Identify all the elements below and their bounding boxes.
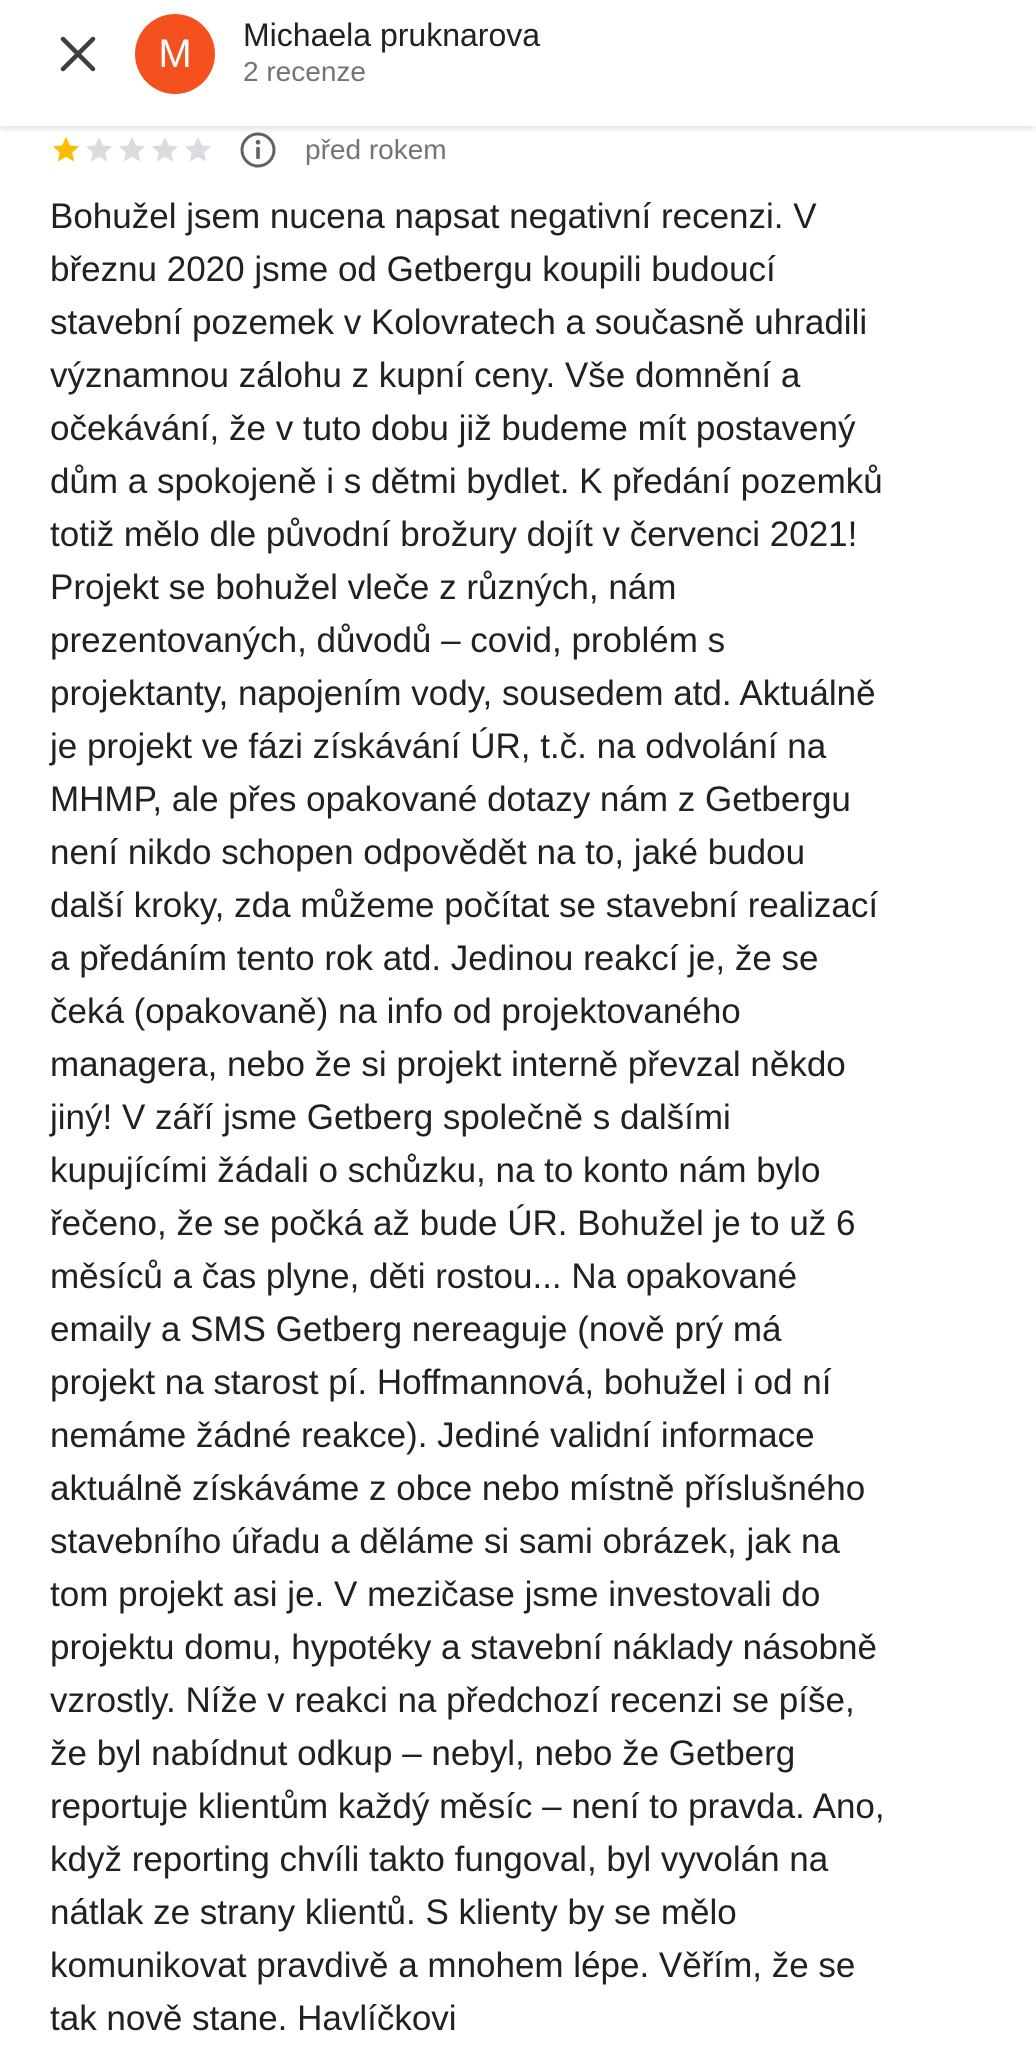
review-text-line: nemáme žádné reakce). Jediné validní informace bbox=[50, 1416, 815, 1455]
review-text-line: stavebního úřadu a děláme si sami obrázek, jak na bbox=[50, 1522, 840, 1561]
review-text-line: a předáním tento rok atd. Jedinou reakcí je, že se bbox=[50, 939, 819, 978]
star-filled-icon bbox=[50, 134, 82, 166]
review-header bbox=[0, 0, 1036, 126]
review-text-line: stavební pozemek v Kolovratech a současně uhradili bbox=[50, 303, 868, 342]
review-text-line: je projekt ve fázi získávání ÚR, t.č. na odvolání na bbox=[50, 727, 827, 766]
close-button[interactable] bbox=[48, 24, 108, 84]
review-text-line: vzrostly. Níže v reakci na předchozí recenzi se píše, bbox=[50, 1681, 855, 1720]
review-text-line: jiný! V září jsme Getberg společně s dalšími bbox=[50, 1098, 731, 1137]
review-text-line: managera, nebo že si projekt interně převzal někdo bbox=[50, 1045, 846, 1084]
review-text-line: že byl nabídnut odkup – nebyl, nebo že Getberg bbox=[50, 1734, 796, 1773]
review-text-line: kupujícími žádali o schůzku, na to konto nám bylo bbox=[50, 1151, 821, 1190]
review-text-line: tom projekt asi je. V mezičase jsme investovali do bbox=[50, 1575, 821, 1614]
review-text-line: očekávání, že v tuto dobu již budeme mít postavený bbox=[50, 409, 856, 448]
review-text-line: projektanty, napojením vody, sousedem atd. Aktuálně bbox=[50, 674, 876, 713]
review-text-line: měsíců a čas plyne, děti rostou... Na opakované bbox=[50, 1257, 798, 1296]
review-text-line: komunikovat pravdivě a mnohem lépe. Věřím, že se bbox=[50, 1946, 856, 1985]
review-date: před rokem bbox=[305, 134, 447, 165]
review-text-line: reportuje klientům každý měsíc – není to pravda. Ano, bbox=[50, 1787, 885, 1826]
review-text-line: aktuálně získáváme z obce nebo místně příslušného bbox=[50, 1469, 866, 1508]
review-text-line: březnu 2020 jsme od Getbergu koupili budoucí bbox=[50, 250, 776, 289]
review-text-line: Bohužel jsem nucena napsat negativní recenzi. V bbox=[50, 197, 817, 236]
review-text-line: řečeno, že se počká až bude ÚR. Bohužel je to už 6 bbox=[50, 1204, 856, 1243]
review-text-line: když reporting chvíli takto fungoval, byl vyvolán na bbox=[50, 1840, 829, 1879]
star-rating bbox=[50, 134, 215, 166]
reviewer-review-count: 2 recenze bbox=[243, 56, 366, 87]
review-text-line: projekt na starost pí. Hoffmannová, bohužel i od ní bbox=[50, 1363, 832, 1402]
info-icon[interactable] bbox=[239, 131, 277, 169]
review-meta bbox=[50, 128, 447, 172]
review-text-line: Projekt se bohužel vleče z různých, nám bbox=[50, 568, 677, 607]
review-text-line: dům a spokojeně i s dětmi bydlet. K předání pozemků bbox=[50, 462, 883, 501]
star-empty-icon bbox=[182, 134, 214, 166]
star-empty-icon bbox=[116, 134, 148, 166]
avatar[interactable]: M bbox=[135, 14, 215, 94]
review-text-line: čeká (opakovaně) na info od projektovaného bbox=[50, 992, 741, 1031]
review-text-line: prezentovaných, důvodů – covid, problém s bbox=[50, 621, 726, 660]
review-text-line: projektu domu, hypotéky a stavební náklady násobně bbox=[50, 1628, 877, 1667]
review-text-line: není nikdo schopen odpovědět na to, jaké budou bbox=[50, 833, 806, 872]
review-text-line: MHMP, ale přes opakované dotazy nám z Getbergu bbox=[50, 780, 851, 819]
review-text bbox=[50, 190, 1010, 2045]
star-empty-icon bbox=[149, 134, 181, 166]
review-text-line: tak nově stane. Havlíčkovi bbox=[50, 1999, 457, 2038]
review-text-line: totiž mělo dle původní brožury dojít v červenci 2021! bbox=[50, 515, 858, 554]
review-text-line: další kroky, zda můžeme počítat se stavební realizací bbox=[50, 886, 879, 925]
review-text-line: nátlak ze strany klientů. S klienty by se mělo bbox=[50, 1893, 737, 1932]
star-empty-icon bbox=[83, 134, 115, 166]
review-text-line: významnou zálohu z kupní ceny. Vše domnění a bbox=[50, 356, 801, 395]
review-text-line: emaily a SMS Getberg nereaguje (nově prý má bbox=[50, 1310, 782, 1349]
reviewer-name[interactable]: Michaela pruknarova bbox=[243, 17, 541, 53]
close-icon bbox=[58, 34, 98, 74]
